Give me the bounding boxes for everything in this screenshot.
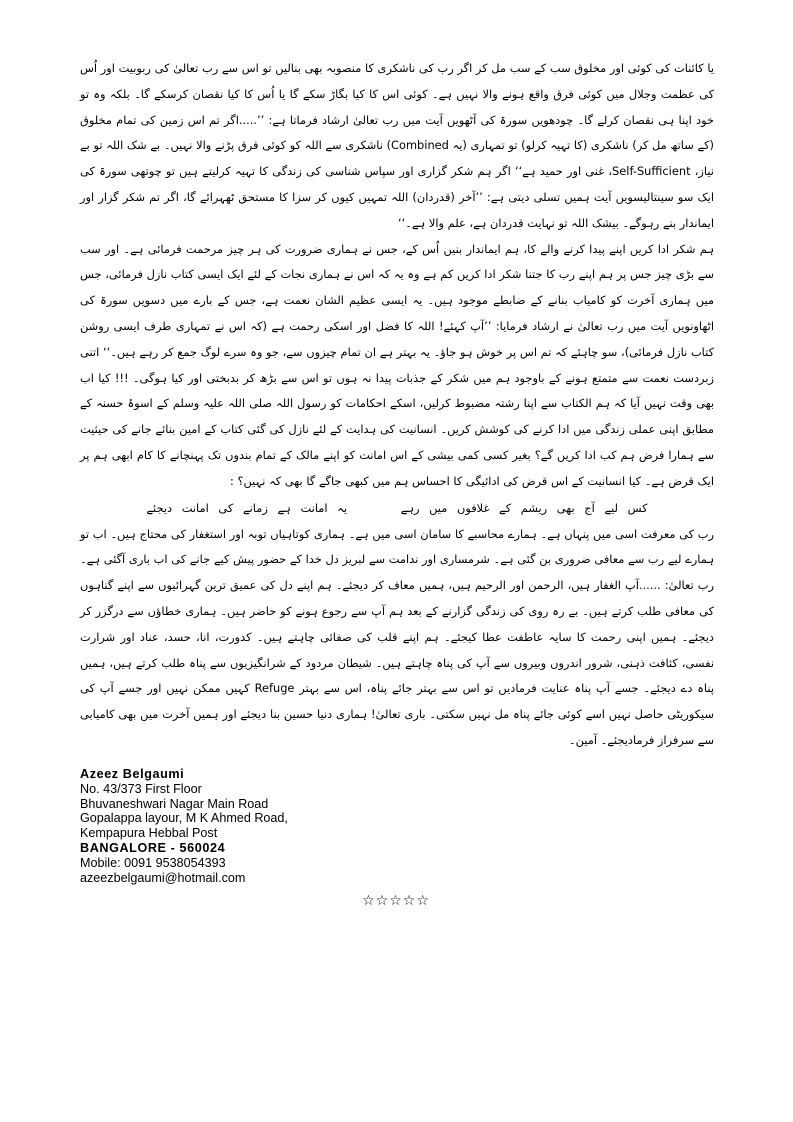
address-line-1: No. 43/373 First Floor: [80, 781, 202, 796]
paragraph-2: ہم شکر ادا کریں اپنے پیدا کرنے والے کا، ہم ایماندار بنیں اُس کے، جس نے ہماری ضرورت کی ہر چیز مرحمت فرمائی ہے۔ اور سب سے بڑی چیز جس پر ہم اپنے رب کا جتنا شکر ادا کریں کم ہے وہ یہ کہ اس نے ہماری نجات کے لئے ایک ایسی کتاب نازل فرمائی، جس میں ہماری آخرت کو کامیاب بنانے کے ضابطے موجود ہیں۔ یہ ایسی عظیم الشان نعمت ہے، جس کے بارے میں دسویں سورۃ کی اٹھاونویں آیت میں رب تعالیٰ نے ارشاد فرمایا: ’’آپ کہئے! اللہ کا فضل اور اسکی رحمت ہے (کہ اس نے تمہاری طرف ایسی روشن کتاب نازل فرمائی)، سو چاہئے کہ تم اس پر خوش ہو جاؤ۔ یہ بہتر ہے ان تمام چیزوں سے، جو وہ سرے لوگ جمع کر رہے ہیں۔‘‘ اتنی زبردست نعمت سے متمتع ہونے کے باوجود ہم میں شکر کے جذبات پیدا نہ ہوں تو اس سے بڑھ کر بدبختی اور کیا ہوگی۔ !!! کیا اب بھی وقت نہیں آیا کہ ہم الکتاب سے اپنا رشتہ مضبوط کرلیں، اسکے احکامات کو رسول اللہ صلی اللہ علیہ وسلم کے اسوۂ حسنہ کے مطابق اپنی عملی زندگی میں ادا کرنے کی کوشش کریں۔ انسانیت کی ہدایت کے لئے نازل کی گئی کتاب کے امین بنائے جانے کی حیثیت سے ہمارا فرض ہم کب ادا کریں گے؟ بغیر کسی کمی بیشی کے اس امانت کو اپنے مالک کے تمام بندوں تک پہنچانے کا کام ابھی ہم پر ایک قرض ہے۔ کیا انسانیت کے اس قرض کی ادائیگی کا احساس ہم میں کبھی جاگے گا بھی کہ نہیں؟ :: [80, 241, 714, 488]
author-name: Azeez Belgaumi: [80, 767, 185, 781]
address-city: BANGALORE - 560024: [80, 840, 226, 855]
urdu-article-body: [80, 56, 714, 754]
address-line-2: Bhuvaneshwari Nagar Main Road: [80, 796, 269, 811]
footer-stars-divider: ☆☆☆☆☆: [362, 893, 430, 909]
couplet-line-2: یہ امانت ہے زمانے کی امانت دیجئے: [146, 500, 348, 515]
paragraph-3: رب کی معرفت اسی میں پنہاں ہے۔ ہمارے محاسبے کا سامان اسی میں ہے۔ ہماری کوتاہیاں توبہ اور استغفار کی محتاج ہیں۔ اب تو ہمارے لیے رب سے معافی ضروری بن گئی ہے۔ شرمساری اور ندامت سے لبریز دل خدا کے حضور پیش کیے جانے کی اب باری آگئی ہے۔ رب تعالیٰ: ......آپ الغفار ہیں، الرحمن اور الرحیم ہیں، ہمیں معاف کر دیجئے۔ ہم اپنے دل کی عمیق ترین گہرائیوں سے اپنے گناہوں کی معافی طلب کرتے ہیں۔ بے رہ روی کی زندگی گزارنے کے بعد ہم آپ سے رجوع ہونے کو حاضر ہیں۔ ہماری خطاؤں سے درگزر کر دیجئے۔ ہمیں اپنی رحمت کا سایہ عاطفت عطا کیجئے۔ ہم اپنے قلب کی صفائی چاہتے ہیں۔ کدورت، انا، حسد، عناد اور شرارت نفسی، کثافت ذہنی، شرور اندروں وبیروں سے آپ کی پناہ چاہتے ہیں۔ شیطان مردود کے شرانگیزیوں سے پناہ طلب کرتے ہیں، ہمیں پناہ دے دیجئے۔ جسے آپ پناہ عنایت فرمادیں تو اس سے بہتر جائے پناہ، اس سے بہتر Refuge کہیں ممکن نہیں اور جسے آپ کی سیکوریٹی حاصل نہیں اسے کوئی جائے پناہ مل نہیں سکتی۔ باری تعالیٰ! ہماری دنیا حسین بنا دیجئے اور ہمیں آخرت میں بھی کامیابی سے سرفراز فرمادیجئے۔ آمین۔: [80, 526, 714, 747]
author-mobile: Mobile: 0091 9538054393: [80, 855, 226, 870]
address-line-4: Kempapura Hebbal Post: [80, 826, 218, 841]
poetry-couplet: [80, 495, 714, 522]
author-address-block: [80, 767, 440, 885]
author-email[interactable]: azeezbelgaumi@hotmail.com: [80, 870, 246, 885]
address-line-3: Gopalappa layour, M K Ahmed Road,: [80, 811, 288, 826]
paragraph-1: یا کائنات کی کوئی اور مخلوق سب کے سب مل کر اگر رب کی ناشکری کا منصوبہ بھی بنالیں تو اس سے رب تعالیٰ کی ربوبیت اور اُس کی عظمت وجلال میں کوئی فرق واقع ہونے والا نہیں ہے۔ کوئی اس کا کیا بگاڑ سکے گا یا اُس کا کیا نقصان کرسکے گا۔ بلکہ وہ تو خود اپنا ہی نقصان کرلے گا۔ چودھویں سورۃ کی آٹھویں آیت میں رب تعالیٰ ارشاد فرماتا ہے: ’’.....اگر تم اس زمین کی تمام مخلوق (کے ساتھ مل کر) ناشکری (کا تہیہ کرلو) تو تمہاری (یہ Combined) ناشکری سے اللہ کو کوئی فرق پڑنے والا نہیں۔ بے شک اللہ تو بے نیاز، Self-Sufficient، غنی اور حمید ہے‘‘ اگر ہم شکر گزاری اور سپاس شناسی کی زندگی کا تہیہ کرلیتے ہیں تو چوتھی سورۃ کی ایک سو سینتالیسویں آیت ہمیں تسلی دیتی ہے: ’’آخر (قدردان) اللہ تمہیں کیوں کر سزا کا مستحق ٹھہرائے گا، اگر تم شکر گزار اور ایماندار بنے رہوگے۔ بیشک اللہ تو نہایت قدردان ہے، علم والا ہے۔‘‘: [80, 61, 715, 230]
couplet-line-1: کس لیے آج بھی ریشم کے غلافوں میں رہے: [400, 500, 648, 515]
